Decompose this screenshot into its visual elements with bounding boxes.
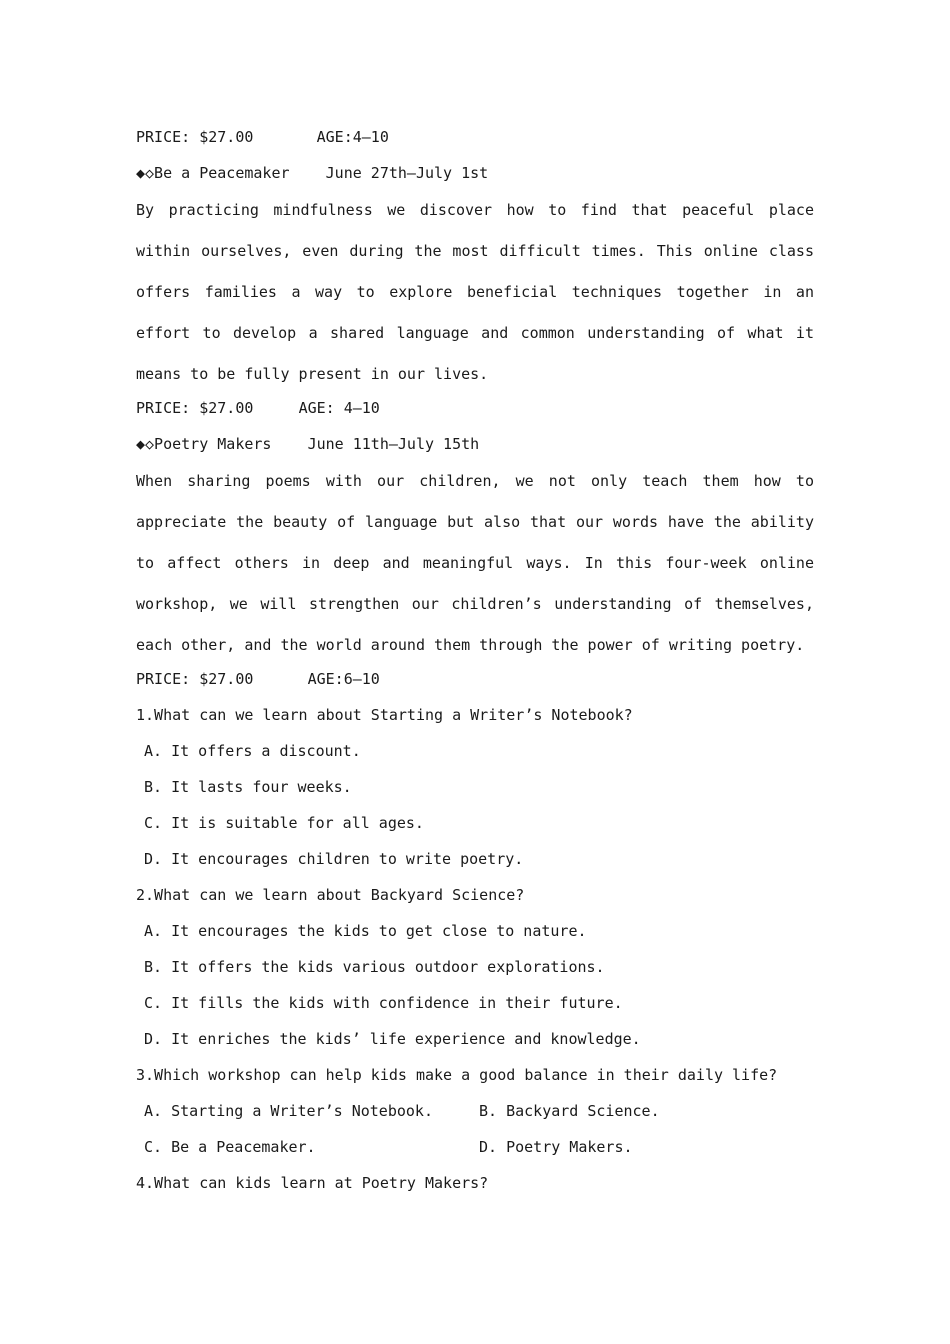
question-stem: 2.What can we learn about Backyard Science? [136, 886, 525, 904]
workshop-description: By practicing mindfulness we discover how to find that peaceful place within ourselves, even during the most difficult times. This online class offers families a way to explore beneficial techniques together in an effort to develop a shared language and common understanding of what it means to be fully present in our lives. [136, 201, 814, 383]
workshop-title: ◆◇Be a Peacemaker [136, 164, 290, 182]
price-age-line [136, 124, 814, 160]
question-stem: 4.What can kids learn at Poetry Makers? [136, 1174, 489, 1192]
answer-option-row [136, 1134, 814, 1170]
answer-option: A. It encourages the kids to get close to nature. [144, 922, 587, 940]
answer-option: C. Be a Peacemaker. [144, 1138, 316, 1156]
price-age-line [136, 395, 814, 431]
document-page [136, 124, 814, 1206]
answer-option: C. It is suitable for all ages. [144, 814, 424, 832]
price-text: PRICE: $27.00 [136, 128, 254, 146]
age-text: AGE:6—10 [307, 670, 380, 688]
answer-option: C. It fills the kids with confidence in their future. [144, 994, 623, 1012]
question-stem: 3.Which workshop can help kids make a good balance in their daily life? [136, 1066, 778, 1084]
price-text: PRICE: $27.00 [136, 399, 254, 417]
answer-option: D. It encourages children to write poetry. [144, 850, 524, 868]
answer-option: B. It lasts four weeks. [144, 778, 352, 796]
answer-option: A. Starting a Writer’s Notebook. [144, 1102, 433, 1120]
answer-option: B. Backyard Science. [479, 1102, 660, 1120]
answer-option: D. It enriches the kids’ life experience and knowledge. [144, 1030, 641, 1048]
age-text: AGE: 4—10 [298, 399, 380, 417]
question-stem: 1.What can we learn about Starting a Writer’s Notebook? [136, 706, 633, 724]
price-age-line [136, 666, 814, 702]
answer-option: D. Poetry Makers. [479, 1138, 633, 1156]
answer-option-row [136, 1098, 814, 1134]
answer-option: A. It offers a discount. [144, 742, 361, 760]
workshop-description: When sharing poems with our children, we not only teach them how to appreciate the beauty of language but also that our words have the ability to affect others in deep and meaningful ways. In this four-week online workshop, we will strengthen our children’s understanding of themselves, each other, and the world around them through the power of writing poetry. [136, 472, 814, 654]
workshop-dates: June 27th—July 1st [325, 164, 489, 182]
workshop-title: ◆◇Poetry Makers [136, 435, 272, 453]
answer-option: B. It offers the kids various outdoor explorations. [144, 958, 605, 976]
age-text: AGE:4—10 [316, 128, 389, 146]
price-text: PRICE: $27.00 [136, 670, 254, 688]
workshop-dates: June 11th—July 15th [307, 435, 480, 453]
